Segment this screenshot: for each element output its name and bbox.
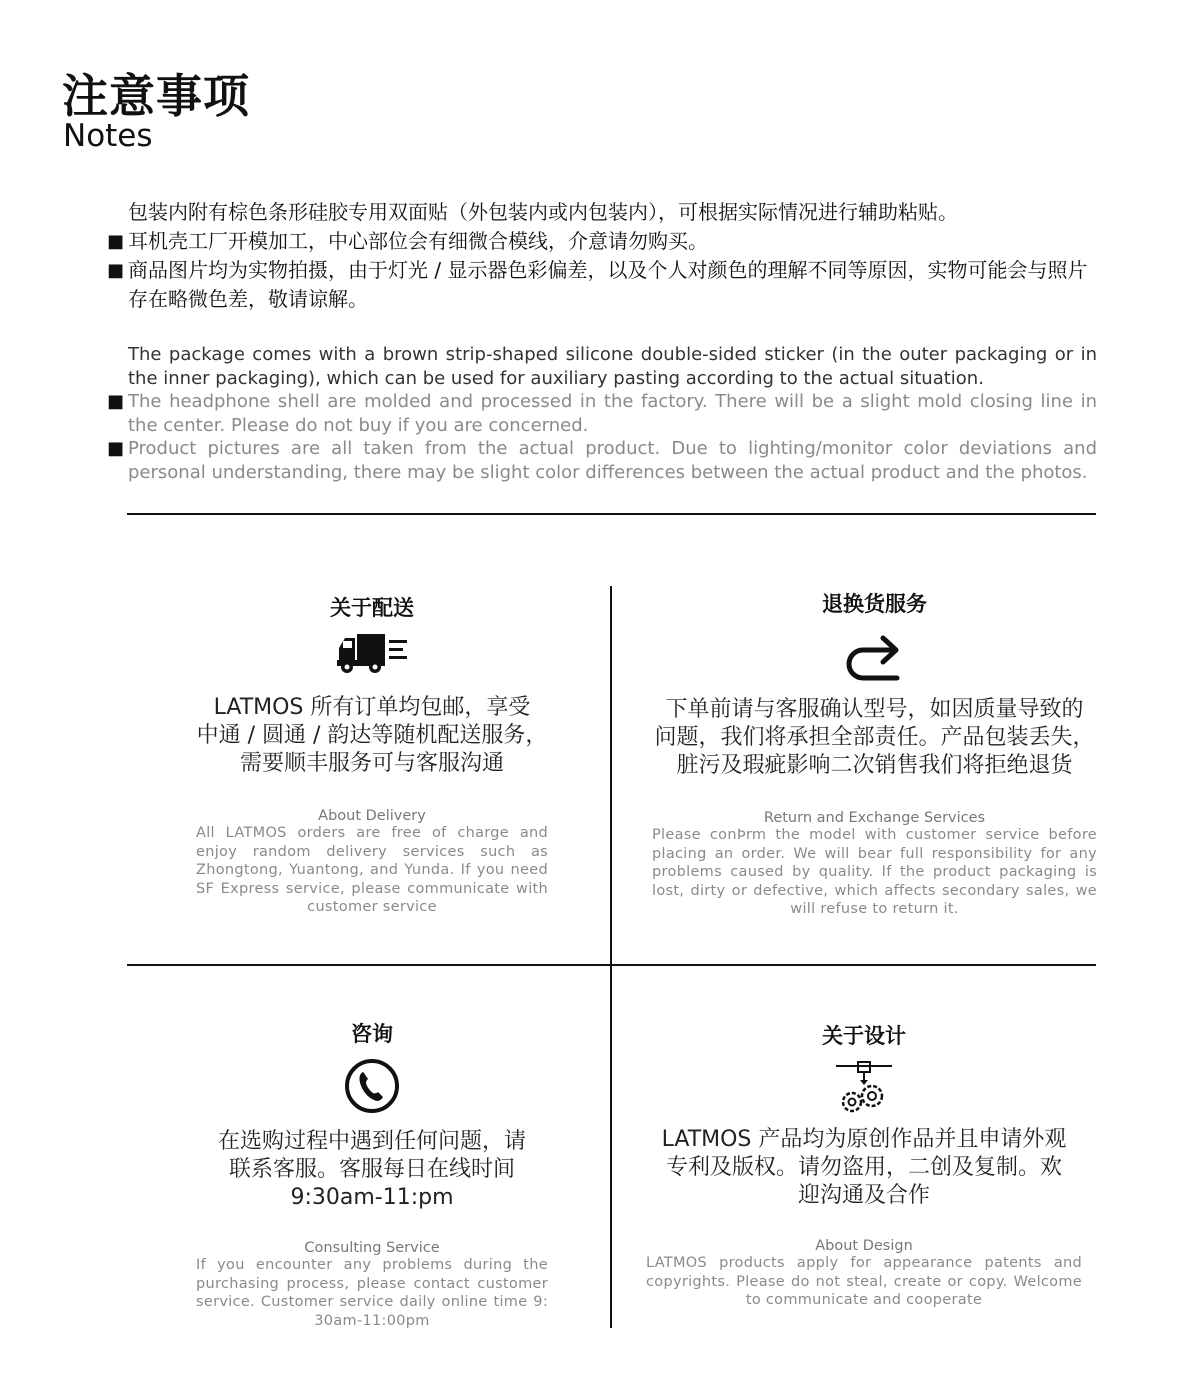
design-zh-text [646, 1126, 1082, 1210]
note-zh-bullet2 [107, 256, 1107, 314]
notes-zh [107, 198, 1107, 314]
returns-en-title: Return and Exchange Services [763, 810, 986, 826]
delivery-truck-icon [335, 632, 409, 676]
delivery-zh-line3: 需要顺丰服务可与客服沟通 [239, 751, 504, 776]
consulting-zh-text [196, 1128, 548, 1212]
return-arrow-icon [843, 628, 907, 684]
phone-icon [344, 1058, 400, 1114]
bullet-square-icon: ■ [107, 438, 125, 459]
delivery-card [196, 592, 548, 917]
notes-en [107, 343, 1097, 484]
note-zh-bullet1 [107, 227, 1107, 256]
page-title-zh: 注意事项 [62, 69, 250, 123]
returns-en-body: Please conÞrm the model with customer service before placing an order. We will bear full responsibility for any problems caused by quality. If the product packaging is lost, dirty or defective, which affects secondary sales, we will refuse to return it. [652, 827, 1097, 917]
returns-card [652, 588, 1097, 919]
returns-zh-text [652, 696, 1097, 780]
design-zh-line3: 迎沟通及合作 [797, 1183, 930, 1208]
consulting-zh-line1: 在选购过程中遇到任何问题，请 [217, 1129, 526, 1154]
returns-zh-line3: 脏污及瑕疵影响二次销售我们将拒绝退货 [676, 753, 1073, 778]
grid-vertical-divider [610, 586, 612, 1328]
design-zh-line2: 专利及版权。请勿盗用，二创及复制。欢 [665, 1155, 1062, 1180]
design-en-body: LATMOS products apply for appearance patents and copyrights. Please do not steal, create or copy. Welcome to communicate and cooperate [646, 1255, 1082, 1308]
note-zh-bullet2-text: 商品图片均为实物拍摄，由于灯光 / 显示器色彩偏差，以及个人对颜色的理解不同等原因，实物可能会与照片存在略微色差，敬请谅解。 [128, 258, 1088, 311]
delivery-zh-text [196, 694, 548, 778]
consulting-heading: 咨询 [351, 1022, 393, 1046]
note-en-bullet1 [107, 390, 1097, 437]
bullet-square-icon: ■ [107, 391, 125, 412]
note-en-line1 [107, 343, 1097, 390]
design-card [646, 1020, 1082, 1310]
note-zh-bullet1-text: 耳机壳工厂开模加工，中心部位会有细微合模线，介意请勿购买。 [128, 229, 708, 253]
delivery-zh-line2: 中通 / 圆通 / 韵达等随机配送服务， [196, 723, 548, 748]
note-en-bullet2 [107, 437, 1097, 484]
delivery-zh-line1: LATMOS 所有订单均包邮，享受 [213, 695, 531, 720]
page-title-en: Notes [63, 118, 153, 154]
consulting-zh-line3: 9:30am-11:pm [290, 1185, 454, 1210]
consulting-zh-line2: 联系客服。客服每日在线时间 [228, 1157, 515, 1182]
design-heading: 关于设计 [822, 1024, 906, 1048]
design-en-title: About Design [815, 1238, 913, 1254]
returns-zh-line1: 下单前请与客服确认型号，如因质量导致的 [665, 697, 1084, 722]
delivery-en-title: About Delivery [318, 808, 426, 824]
returns-heading: 退换货服务 [822, 592, 927, 616]
delivery-en-body: All LATMOS orders are free of charge and enjoy random delivery services such as Zhongtong, Yuantong, and Yunda. If you need SF Express service, please communicate with customer service [196, 825, 548, 915]
consulting-en-body: If you encounter any problems during the purchasing process, please contact customer service. Customer service daily online time 9: 30am-11:00pm [196, 1257, 548, 1329]
consulting-card [196, 1018, 548, 1330]
section-divider [127, 513, 1096, 515]
note-zh-line1: 包装内附有棕色条形硅胶专用双面贴（外包装内或内包装内），可根据实际情况进行辅助粘贴。 [128, 200, 958, 224]
note-en-line1-text: The package comes with a brown strip-shaped silicone double-sided sticker (in the outer packaging or in the inner packaging), which can be used for auxiliary pasting according to the actual situation. [128, 344, 1097, 389]
note-en-bullet2-text: Product pictures are all taken from the actual product. Due to lighting/monitor color deviations and personal understanding, there may be slight color differences between the actual product and the photos. [128, 438, 1097, 483]
returns-zh-line2: 问题，我们将承担全部责任。产品包装丢失， [654, 725, 1095, 750]
consulting-en-title: Consulting Service [304, 1240, 440, 1256]
bullet-square-icon: ■ [107, 260, 125, 281]
note-en-bullet1-text: The headphone shell are molded and processed in the factory. There will be a slight mold closing line in the center. Please do not buy if you are concerned. [128, 391, 1097, 436]
delivery-heading: 关于配送 [330, 596, 414, 620]
design-zh-line1: LATMOS 产品均为原创作品并且申请外观 [661, 1127, 1067, 1152]
bullet-square-icon: ■ [107, 231, 125, 252]
design-gears-icon [834, 1060, 894, 1116]
